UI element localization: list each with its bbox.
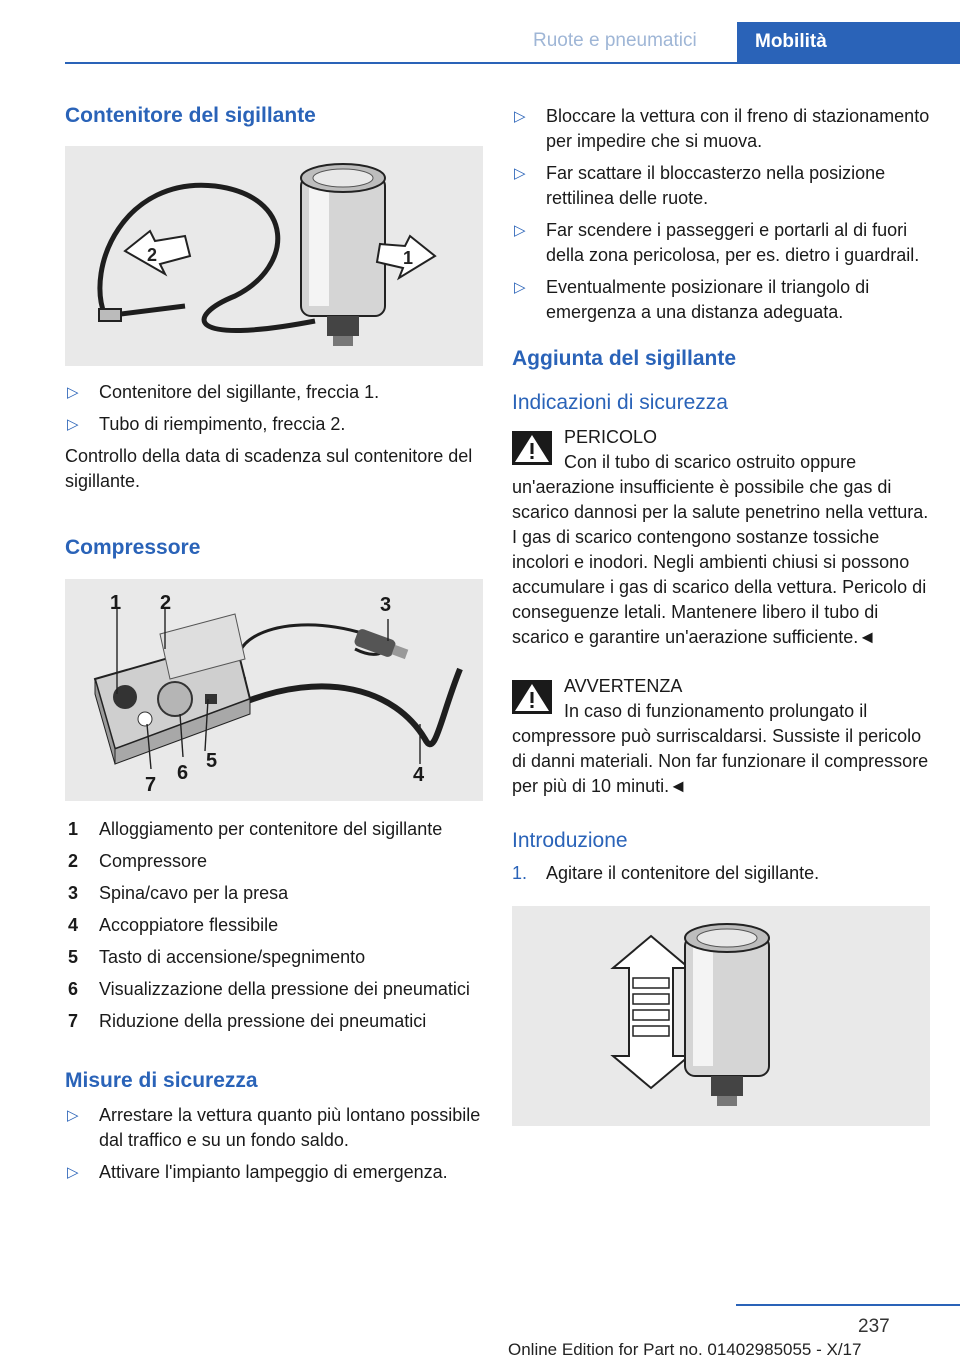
left-column <box>65 96 483 1192</box>
legend-item: 1 Alloggiamento per contenitore del sigillante <box>68 819 443 839</box>
header-rule <box>65 62 960 64</box>
legend-item: 3 Spina/cavo per la presa <box>68 883 289 903</box>
sealant-container-illustration <box>65 146 483 366</box>
intro-steps <box>512 861 930 886</box>
triangle-bullet-icon: ▷ <box>67 1164 79 1181</box>
warning-triangle-icon <box>512 431 552 465</box>
warning-title: AVVERTENZA <box>564 676 683 696</box>
safety-measures-list-continued <box>512 104 930 325</box>
legend-item: 4 Accoppiatore flessibile <box>68 915 279 935</box>
callout-6: 6 <box>177 762 189 784</box>
page-number: 237 <box>858 1316 890 1337</box>
legend-item: 7 Riduzione della pressione dei pneumatici <box>68 1011 427 1031</box>
list-item: ▷ Bloccare la vettura con il freno di stazionamento per impedire che si muova. <box>514 106 930 151</box>
callout-4: 4 <box>413 764 425 786</box>
triangle-bullet-icon: ▷ <box>514 222 526 239</box>
header-section: Ruote e pneumatici <box>533 30 697 51</box>
page-header <box>0 0 960 62</box>
list-item: ▷ Far scendere i passeggeri e portarli al di fuori della zona pericolosa, per es. dietro i guardrail. <box>514 220 920 265</box>
callout-1: 1 <box>110 592 122 614</box>
list-item: ▷ Contenitore del sigillante, freccia 1. <box>65 380 483 405</box>
heading-introduction: Introduzione <box>512 829 628 852</box>
heading-sealant-container: Contenitore del sigillante <box>65 104 316 127</box>
heading-compressor: Compressore <box>65 536 201 559</box>
header-chapter-tab: Mobilità <box>737 22 960 62</box>
warning-text: In caso di funzionamento prolungato il compressore può surriscaldarsi. Sussiste il pericolo di danni materiali. Non far funzionare il compressore per più di 10 minuti.◄ <box>512 701 929 796</box>
list-item: ▷ Arrestare la vettura quanto più lontano possibile dal traffico e su un fondo saldo. <box>67 1105 481 1150</box>
list-item: ▷ Eventualmente posizionare il triangolo di emergenza a una distanza adeguata. <box>514 277 870 322</box>
callout-2: 2 <box>160 592 172 614</box>
legend-item: 6 Visualizzazione della pressione dei pneumatici <box>68 979 470 999</box>
danger-text: Con il tubo di scarico ostruito oppure un'aerazione insufficiente è possibile che gas di scarico dannosi per la salute penetrino nella vettura. I gas di scarico contengono sostanze tossiche incolori e inodori. Negli ambienti chiusi si possono accumulare i gas di scarico della vettura. Pericolo di conseguenze letali. Mantenere libero il tubo di scarico e garantire un'aerazione sufficiente.◄ <box>512 452 929 647</box>
warning-notice <box>512 674 930 699</box>
heading-add-sealant: Aggiunta del sigillante <box>512 347 737 370</box>
figure-compressor <box>65 579 483 801</box>
right-column <box>512 104 930 1126</box>
warning-triangle-icon <box>512 680 552 714</box>
triangle-bullet-icon: ▷ <box>514 279 526 296</box>
callout-7: 7 <box>145 774 157 796</box>
legend-item: 5 Tasto di accensione/spegnimento <box>68 947 366 967</box>
heading-safety-measures: Misure di sicurezza <box>65 1069 258 1092</box>
triangle-bullet-icon: ▷ <box>67 384 79 401</box>
list-item: ▷ Attivare l'impianto lampeggio di emergenza. <box>65 1160 483 1185</box>
figure-shake-container <box>512 906 930 1126</box>
danger-notice <box>512 425 930 450</box>
footer-edition: Online Edition for Part no. 01402985055 - X/17 <box>508 1340 862 1359</box>
triangle-bullet-icon: ▷ <box>67 1107 79 1124</box>
triangle-bullet-icon: ▷ <box>67 416 79 433</box>
heading-safety-notes: Indicazioni di sicurezza <box>512 391 728 414</box>
step-item: 1. Agitare il contenitore del sigillante. <box>512 863 820 883</box>
triangle-bullet-icon: ▷ <box>514 165 526 182</box>
compressor-legend <box>65 817 483 1034</box>
arrow-2-label: 2 <box>147 245 158 265</box>
safety-measures-list <box>65 1103 483 1185</box>
danger-title: PERICOLO <box>564 427 658 447</box>
callout-5: 5 <box>206 750 218 772</box>
arrow-2-icon <box>125 231 190 274</box>
list-item: ▷ Far scattare il bloccasterzo nella posizione rettilinea delle ruote. <box>514 163 886 208</box>
figure-sealant-container <box>65 146 483 366</box>
list-item: ▷ Tubo di riempimento, freccia 2. <box>65 412 483 437</box>
shake-container-illustration <box>512 906 930 1126</box>
arrow-1-label: 1 <box>403 248 414 268</box>
legend-item: 2 Compressore <box>68 851 208 871</box>
sealant-expiry-note: Controllo della data di scadenza sul contenitore del sigillante. <box>65 446 473 491</box>
triangle-bullet-icon: ▷ <box>514 108 526 125</box>
footer-rule <box>736 1304 960 1306</box>
callout-3: 3 <box>380 594 392 616</box>
compressor-illustration <box>65 579 483 801</box>
sealant-parts-list <box>65 380 483 437</box>
